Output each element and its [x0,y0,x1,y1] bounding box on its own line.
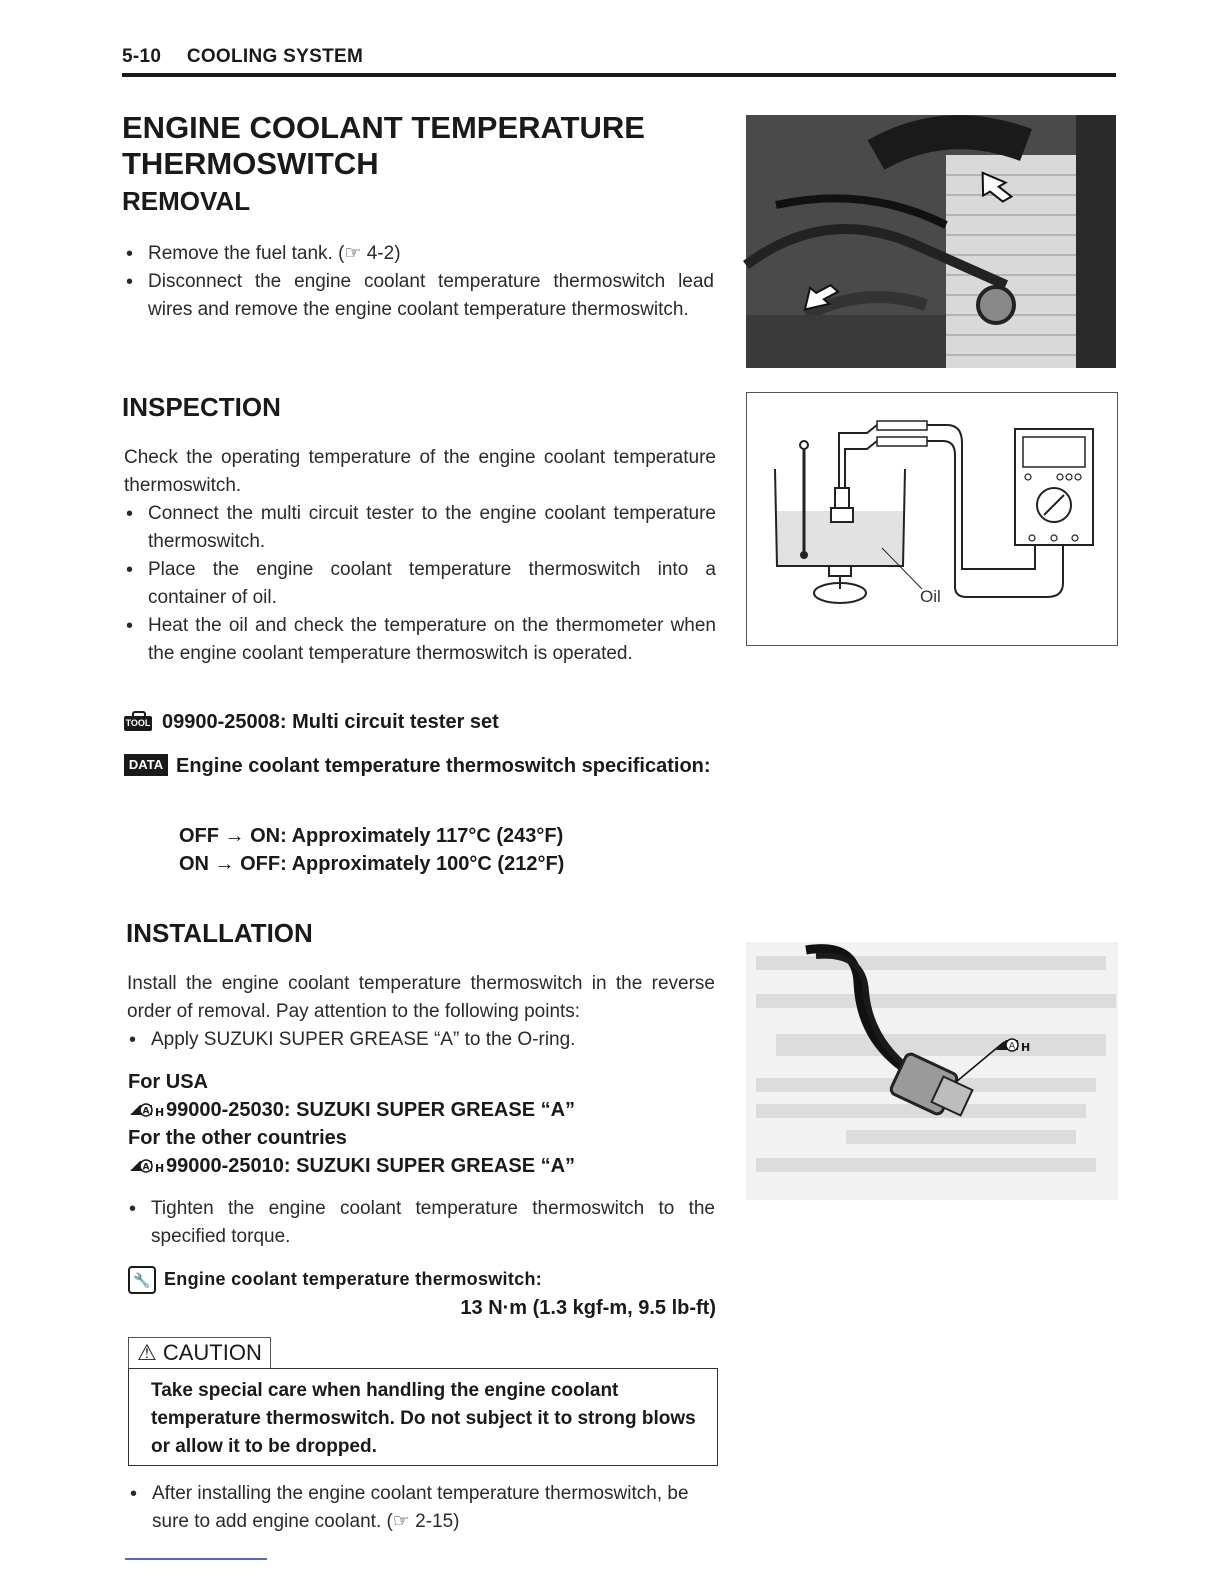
svg-text:A: A [142,1106,150,1117]
list-item: • Remove the fuel tank. (☞ 4-2) [124,240,714,268]
torque-title: Engine coolant temperature thermoswitch: [164,1269,543,1289]
grease-icon [128,1155,165,1175]
page-number: 5-10 [122,46,162,67]
inspection-heading: INSPECTION [122,392,281,422]
engine-photo-graphic [746,115,1116,368]
page-header [122,46,363,68]
caution-box [128,1368,718,1466]
installation-intro: Install the engine coolant temperature thermoswitch in the reverse order of removal. Pay attention to the following points: [127,973,715,1022]
torque-value: 13 N·m (1.3 kgf-m, 9.5 lb-ft) [460,1297,716,1319]
grease-block [128,1068,728,1180]
svg-text:H: H [155,1162,165,1175]
page-title: ENGINE COOLANT TEMPERATURE THERMOSWITCH [122,110,645,181]
usa-grease: 99000-25030: SUZUKI SUPER GREASE “A” [166,1099,576,1121]
other-grease-row [128,1152,728,1180]
caution-text: Take special care when handling the engine coolant temperature thermoswitch. Do not subject it to strong blows or allow it to be dropped. [151,1380,696,1457]
oil-label: Oil [920,587,941,606]
inspection-content [124,444,716,668]
torque-wrench-icon: 🔧 [128,1266,156,1294]
grease-icon [128,1099,165,1119]
inspection-intro: Check the operating temperature of the engine coolant temperature thermoswitch. [124,447,716,496]
list-item: • Tighten the engine coolant temperature thermoswitch to the specified torque. [127,1195,715,1251]
caution-label-box [128,1337,271,1369]
torque-row [128,1265,718,1294]
list-item: • Disconnect the engine coolant temperature thermoswitch lead wires and remove the engine coolant temperature thermoswitch. [124,268,714,324]
spec-line: ON → OFF: Approximately 100°C (212°F) [179,853,565,875]
tool-icon: TOOL [124,710,154,732]
removal-list [124,240,714,324]
svg-text:H: H [1021,1041,1031,1054]
data-icon: DATA [124,754,168,776]
tool-row [124,708,724,736]
installation-heading: INSTALLATION [126,918,313,948]
thermoswitch-photo-graphic [746,942,1118,1200]
installation-content [127,970,715,1054]
list-item: • Apply SUZUKI SUPER GREASE “A” to the O-ring. [127,1026,715,1054]
list-item: • Connect the multi circuit tester to the engine coolant temperature thermoswitch. [124,500,716,556]
spec-values [179,822,564,878]
header-rule [122,73,1116,77]
list-item: • After installing the engine coolant temperature thermoswitch, be sure to add engine coolant. (☞ 2-15) [128,1480,718,1536]
caution-label: CAUTION [162,1340,262,1365]
removal-heading: REMOVAL [122,186,251,216]
list-item: • Heat the oil and check the temperature on the thermometer when the engine coolant temperature thermoswitch is operated. [124,612,716,668]
section-title: COOLING SYSTEM [186,46,364,67]
spec-line: OFF → ON: Approximately 117°C (243°F) [179,825,564,847]
spec-title: Engine coolant temperature thermoswitch specification: [176,755,711,777]
usa-grease-row [128,1096,728,1124]
engine-photo [746,115,1116,368]
footer-line [125,1558,267,1560]
other-grease: 99000-25010: SUZUKI SUPER GREASE “A” [166,1155,576,1177]
spec-row [124,752,724,780]
thermoswitch-photo [746,942,1118,1200]
usa-label: For USA [128,1071,208,1093]
coolant-bullet-block [128,1480,718,1536]
torque-bullet-block [127,1195,715,1251]
inspection-diagram [746,392,1118,646]
tester-diagram [747,393,1117,645]
list-item: • Place the engine coolant temperature thermoswitch into a container of oil. [124,556,716,612]
warning-icon: ⚠ [137,1340,157,1365]
tool-number: 09900-25008: Multi circuit tester set [162,711,499,733]
svg-text:A: A [142,1162,150,1173]
svg-text:A: A [1008,1041,1016,1052]
svg-text:H: H [155,1106,165,1119]
other-label: For the other countries [128,1127,347,1149]
